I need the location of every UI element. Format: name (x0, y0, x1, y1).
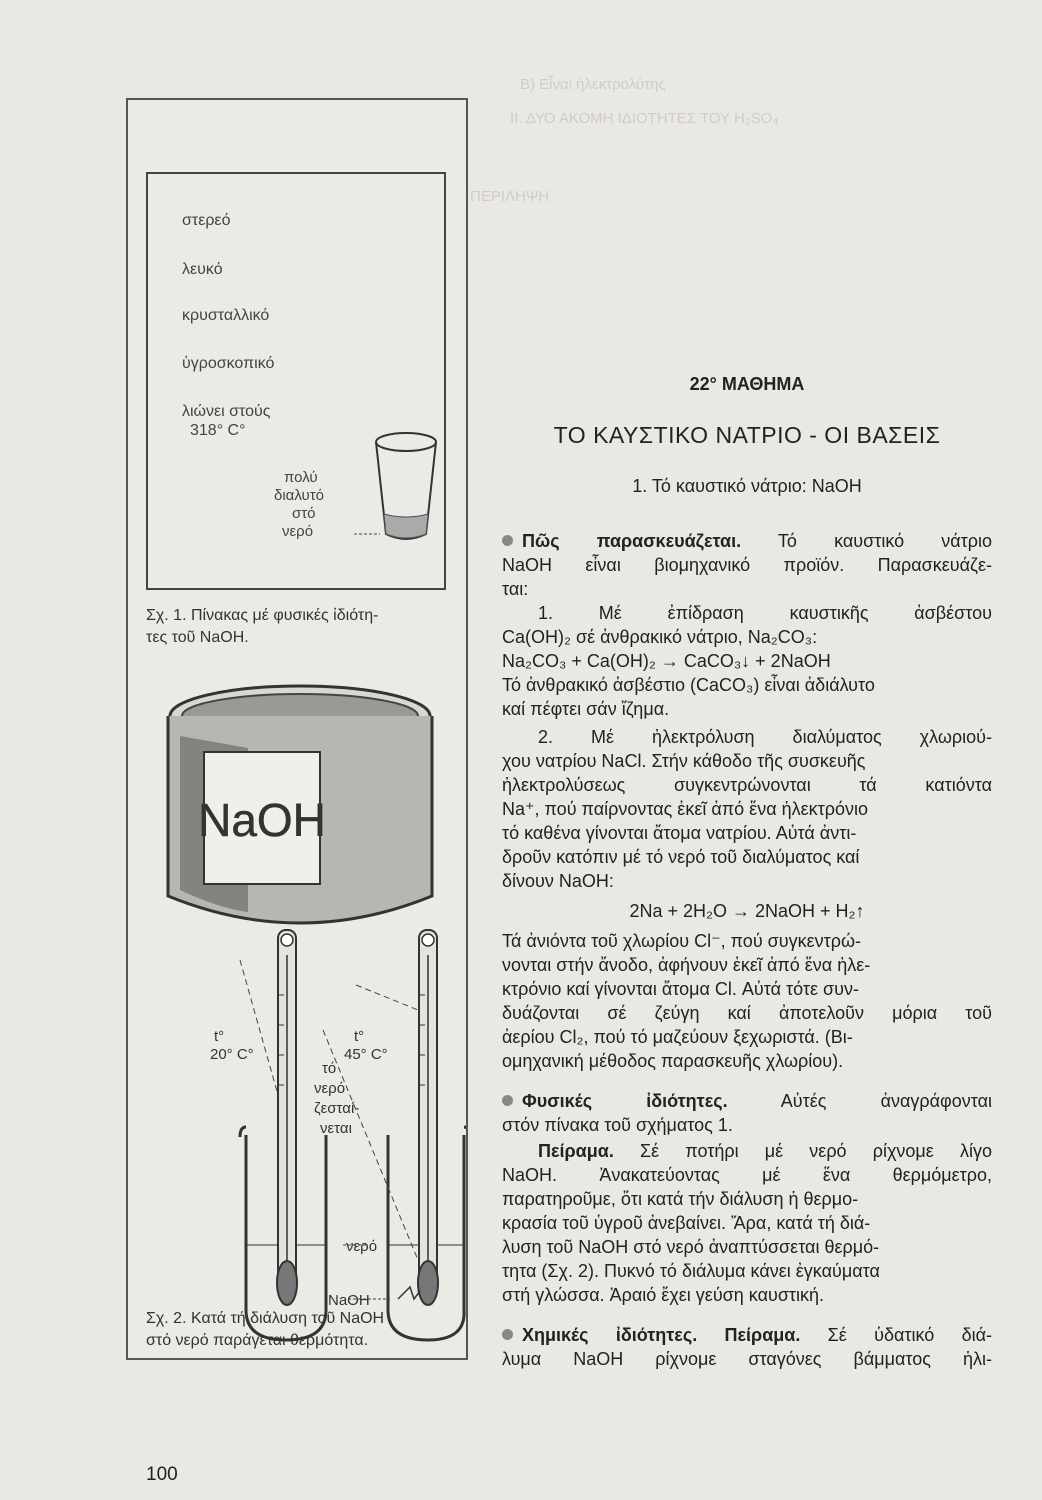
paragraph-text: Σέ ποτήρι μέ νερό ρίχνομε λίγο (613, 1141, 992, 1161)
paragraph-line: Τά ἀνιόντα τοῦ χλωρίου Cl⁻, πού συγκεντρώ- (502, 931, 862, 951)
paragraph-line: λυμα NaOH ρίχνομε σταγόνες βάμματος ἡλι- (502, 1349, 992, 1369)
chapter-title: ΤΟ ΚΑΥΣΤΙΚΟ ΝΑΤΡΙΟ - ΟΙ ΒΑΣΕΙΣ (553, 422, 941, 448)
temp-right-value: 45° C° (344, 1046, 388, 1063)
show-through-text: ΙΙ. ΔΥΟ ΑΚΟΜΗ ΙΔΙΟΤΗΤΕΣ ΤΟΥ H₂SO₄ (510, 110, 779, 127)
figure-1-caption (146, 605, 378, 649)
paragraph-line: NaOH. Ἀνακατεύοντας μέ ἕνα θερμόμετρο, (502, 1165, 992, 1185)
solubility-label-2: διαλυτό (274, 487, 324, 504)
paragraph-line: δροῦν κατόπιν μέ τό νερό τοῦ διαλύματος καί (502, 847, 860, 867)
heat-label-3: ζεσταί- (314, 1100, 360, 1117)
paragraph-line: Ca(OH)₂ σέ ἀνθρακικό νάτριο, Na₂CO₃: (502, 627, 818, 647)
bullet-icon (502, 535, 513, 546)
caption-line: Σχ. 1. Πίνακας μέ φυσικές ἰδιότη- (146, 607, 379, 624)
paragraph-line: Na⁺, πού παίρνοντας ἐκεῖ ἀπό ἕνα ἠλεκτρόνιο (502, 799, 869, 819)
paragraph-line: Τό ἀνθρακικό ἀσβέστιο (CaCO₃) εἶναι ἀδιάλυτο (502, 675, 875, 695)
paragraph-line: δίνουν NaOH: (502, 871, 614, 891)
paragraph-heading: Φυσικές ἰδιότητες. (522, 1091, 728, 1111)
solubility-label-4: νερό (282, 523, 314, 540)
paragraph-line (538, 1138, 992, 1164)
paragraph-line (502, 528, 992, 554)
paragraph-line: χου νατρίου NaCl. Στήν κάθοδο τῆς συσκευῆς (502, 751, 866, 771)
paragraph-text: Τό καυστικό νάτριο (741, 531, 992, 551)
temp-right-symbol: t° (354, 1028, 365, 1045)
page-number: 100 (146, 1464, 178, 1485)
paragraph-heading: Πῶς παρασκευάζεται. (522, 531, 742, 551)
property-solid: στερεό (182, 212, 231, 229)
caption-line: τες τοῦ NaOH. (146, 629, 249, 646)
paragraph-text: Αὐτές ἀναγράφονται (727, 1091, 992, 1111)
property-hygroscopic: ὑγροσκοπικό (182, 355, 275, 372)
heat-label-4: νεται (320, 1120, 352, 1137)
naoh-label: NaOH (328, 1292, 370, 1309)
temp-left-symbol: t° (214, 1028, 225, 1045)
thermometer-test-tubes-icon (128, 915, 466, 1355)
heat-label-2: νερό (314, 1080, 346, 1097)
lesson-number: 22° ΜΑΘΗΜΑ (689, 374, 805, 394)
water-label: νερό (346, 1238, 378, 1255)
paragraph-line: κρασία τοῦ ὑγροῦ ἀνεβαίνει. Ἄρα, κατά τή διά- (502, 1213, 871, 1233)
property-melts: λιώνει στούς (182, 403, 271, 420)
paragraph-line (502, 1088, 992, 1114)
paragraph-heading: Χημικές ἰδιότητες. Πείραμα. (522, 1325, 801, 1345)
property-crystalline: κρυσταλλικό (182, 307, 270, 324)
paragraph-line: στόν πίνακα τοῦ σχήματος 1. (502, 1115, 733, 1135)
show-through-text: Β) Εἶναι ἠλεκτρολύτης (520, 76, 666, 93)
equation-line: Na₂CO₃ + Ca(OH)₂ → CaCO₃↓ + 2NaOH (502, 651, 831, 671)
jar-label: NaOH (198, 794, 326, 846)
caption-line: Σχ. 2. Κατά τή διάλυση τοῦ NaOH (146, 1310, 385, 1327)
section-title: 1. Τό καυστικό νάτριο: NaOH (632, 476, 862, 496)
paragraph-line: κτρόνιο καί γίνονται ἄτομα Cl. Αὐτά τότε συν- (502, 979, 859, 999)
paragraph-line: στή γλώσσα. Ἀραιό ἔχει γεύση καυστική. (502, 1285, 825, 1305)
paragraph-line: ομηχανική μέθοδος παρασκευῆς χλωρίου). (502, 1051, 844, 1071)
paragraph-line: καί πέφτει σάν ἴζημα. (502, 699, 670, 719)
paragraph-line: παρατηροῦμε, ὅτι κατά τήν διάλυση ἡ θερμο- (502, 1189, 859, 1209)
bullet-icon (502, 1329, 513, 1340)
solubility-label-1: πολύ (284, 469, 318, 486)
paragraph-line: ἠλεκτρολύσεως συγκεντρώνονται τά κατιόντα (502, 775, 992, 795)
paragraph-line: ἀερίου Cl₂, πού τό μαζεύουν ξεχωριστά. (Βι- (502, 1027, 853, 1047)
paragraph-line (502, 1322, 992, 1348)
glass-icon (148, 174, 444, 588)
paragraph-line: δυάζονται σέ ζεύγη καί ἀποτελοῦν μόρια τοῦ (502, 1003, 992, 1023)
heat-label-1: τό (322, 1060, 337, 1077)
figure-2-caption (146, 1308, 384, 1352)
paragraph-line: τό καθένα γίνονται ἄτομα νατρίου. Αὐτά ἀντι- (502, 823, 857, 843)
properties-table (146, 172, 446, 590)
show-through-text: ΠΕΡΙΛΗΨΗ (470, 188, 550, 205)
paragraph-line: ται: (502, 579, 529, 599)
paragraph-heading: Πείραμα. (538, 1141, 614, 1161)
caption-line: στό νερό παράγεται θερμότητα. (146, 1332, 369, 1349)
paragraph-line: λυση τοῦ NaOH στό νερό ἀναπτύσσεται θερμό- (502, 1237, 880, 1257)
temp-left-value: 20° C° (210, 1046, 254, 1063)
property-melting-point: 318° C° (190, 422, 246, 439)
paragraph-line: νονται στήν ἄνοδο, ἀφήνουν ἐκεῖ ἀπό ἕνα ἠλε- (502, 955, 871, 975)
paragraph-line: 1. Μέ ἐπίδραση καυστικῆς ἀσβέστου (538, 603, 992, 623)
paragraph-line: τητα (Σχ. 2). Πυκνό τό διάλυμα κάνει ἐγκαύματα (502, 1261, 880, 1281)
paragraph-line: NaOH εἶναι βιομηχανικό προϊόν. Παρασκευάζε- (502, 555, 992, 575)
bullet-icon (502, 1095, 513, 1106)
paragraph-line: 2. Μέ ἠλεκτρόλυση διαλύματος χλωριού- (538, 727, 992, 747)
equation-line: 2Na + 2H₂O → 2NaOH + H₂↑ (629, 901, 865, 921)
figure-frame (126, 98, 468, 1360)
paragraph-text: Σέ ὑδατικό διά- (800, 1325, 992, 1345)
solubility-label-3: στό (292, 505, 316, 522)
property-white: λευκό (182, 261, 223, 278)
